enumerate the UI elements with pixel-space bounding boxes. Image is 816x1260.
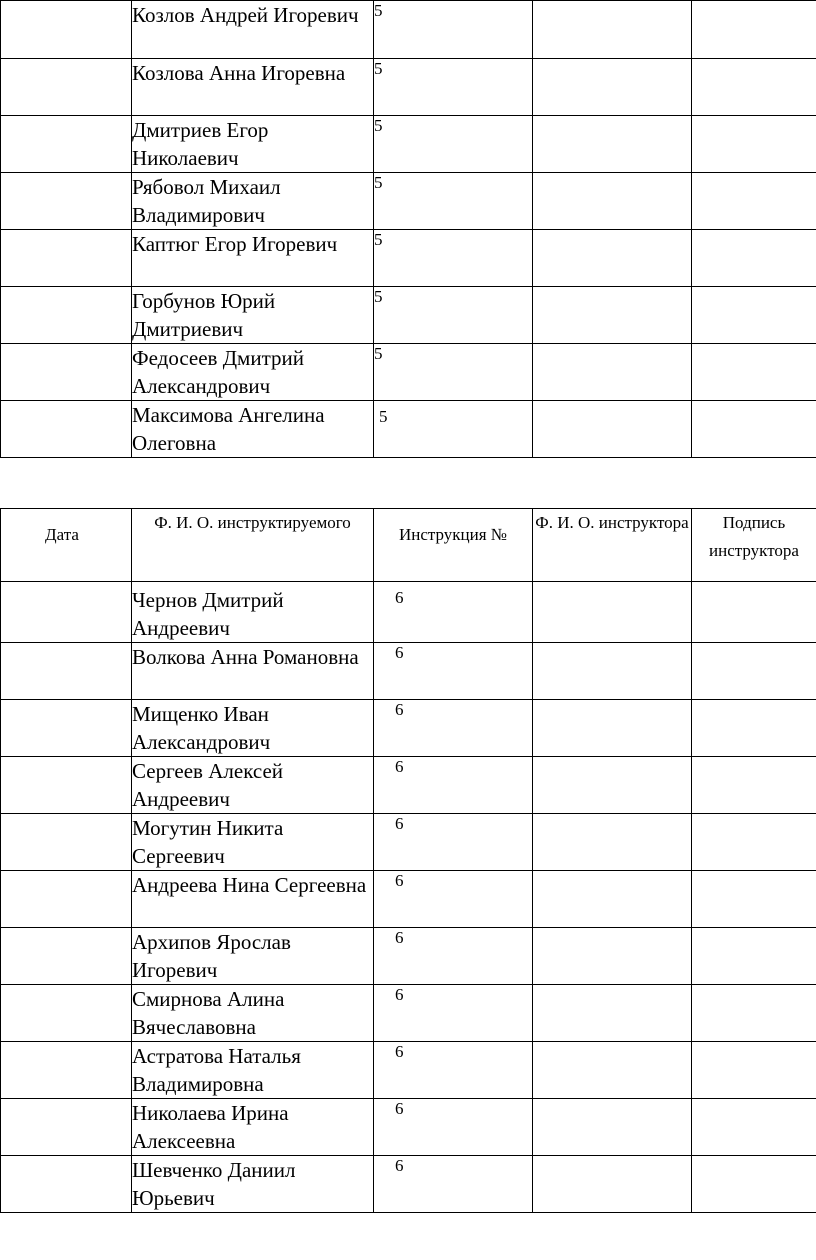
instruction-number: 5 xyxy=(374,116,533,173)
header-instructor: Ф. И. О. инструктора xyxy=(533,509,692,582)
signature-cell xyxy=(692,643,816,700)
table-row xyxy=(1,700,816,757)
instructor-cell xyxy=(533,814,692,871)
trainee-name: Астратова Наталья Владимировна xyxy=(132,1042,374,1099)
instructor-cell xyxy=(533,1,692,59)
instructor-cell xyxy=(533,582,692,643)
table-row xyxy=(1,643,816,700)
instructor-cell xyxy=(533,985,692,1042)
date-cell xyxy=(1,643,132,700)
instruction-number: 6 xyxy=(374,1099,533,1156)
table-row xyxy=(1,1099,816,1156)
table-header-row xyxy=(1,509,816,582)
date-cell xyxy=(1,59,132,116)
trainee-name: Максимова Ангелина Олеговна xyxy=(132,401,374,458)
table-row xyxy=(1,116,816,173)
signature-cell xyxy=(692,871,816,928)
date-cell xyxy=(1,173,132,230)
header-instruction-number: Инструкция № xyxy=(374,509,533,582)
date-cell xyxy=(1,1156,132,1213)
table-row xyxy=(1,871,816,928)
date-cell xyxy=(1,1099,132,1156)
signature-cell xyxy=(692,173,816,230)
date-cell xyxy=(1,230,132,287)
instructor-cell xyxy=(533,700,692,757)
signature-cell xyxy=(692,59,816,116)
trainee-name: Шевченко Даниил Юрьевич xyxy=(132,1156,374,1213)
instructor-cell xyxy=(533,871,692,928)
instructor-cell xyxy=(533,287,692,344)
table-row xyxy=(1,1156,816,1213)
signature-cell xyxy=(692,287,816,344)
instruction-number: 5 xyxy=(374,287,533,344)
signature-cell xyxy=(692,814,816,871)
date-cell xyxy=(1,871,132,928)
signature-cell xyxy=(692,1,816,59)
header-signature: Подпись инструктора xyxy=(692,509,816,582)
instructor-cell xyxy=(533,344,692,401)
signature-cell xyxy=(692,928,816,985)
table-row xyxy=(1,1042,816,1099)
table-row xyxy=(1,814,816,871)
date-cell xyxy=(1,757,132,814)
instructor-cell xyxy=(533,173,692,230)
signature-cell xyxy=(692,344,816,401)
date-cell xyxy=(1,582,132,643)
trainee-name: Сергеев Алексей Андреевич xyxy=(132,757,374,814)
briefing-log-table-continued xyxy=(0,0,816,458)
signature-cell xyxy=(692,985,816,1042)
table-row xyxy=(1,985,816,1042)
signature-cell xyxy=(692,700,816,757)
table-row xyxy=(1,582,816,643)
trainee-name: Николаева Ирина Алексеевна xyxy=(132,1099,374,1156)
signature-cell xyxy=(692,1156,816,1213)
date-cell xyxy=(1,344,132,401)
instructor-cell xyxy=(533,59,692,116)
trainee-name: Рябовол Михаил Владимирович xyxy=(132,173,374,230)
instruction-number: 5 xyxy=(374,59,533,116)
instruction-number: 5 xyxy=(374,401,533,458)
table-row xyxy=(1,344,816,401)
instruction-number: 5 xyxy=(374,230,533,287)
signature-cell xyxy=(692,582,816,643)
instruction-number: 6 xyxy=(374,814,533,871)
instruction-number: 6 xyxy=(374,643,533,700)
trainee-name: Андреева Нина Сергеевна xyxy=(132,871,374,928)
signature-cell xyxy=(692,230,816,287)
instruction-number: 6 xyxy=(374,757,533,814)
signature-cell xyxy=(692,401,816,458)
date-cell xyxy=(1,928,132,985)
instruction-number: 6 xyxy=(374,582,533,643)
date-cell xyxy=(1,814,132,871)
instruction-number: 6 xyxy=(374,985,533,1042)
trainee-name: Дмитриев Егор Николаевич xyxy=(132,116,374,173)
briefing-log-table xyxy=(0,508,816,1213)
instruction-number: 6 xyxy=(374,1156,533,1213)
table-row xyxy=(1,1,816,59)
instruction-number: 5 xyxy=(374,1,533,59)
table-row xyxy=(1,230,816,287)
instructor-cell xyxy=(533,116,692,173)
instructor-cell xyxy=(533,401,692,458)
trainee-name: Каптюг Егор Игоревич xyxy=(132,230,374,287)
instructor-cell xyxy=(533,757,692,814)
signature-cell xyxy=(692,757,816,814)
table-row xyxy=(1,59,816,116)
instructor-cell xyxy=(533,1042,692,1099)
date-cell xyxy=(1,1042,132,1099)
instruction-number: 6 xyxy=(374,928,533,985)
trainee-name: Чернов Дмитрий Андреевич xyxy=(132,582,374,643)
instruction-number: 5 xyxy=(374,344,533,401)
signature-cell xyxy=(692,1042,816,1099)
signature-cell xyxy=(692,116,816,173)
instructor-cell xyxy=(533,643,692,700)
instructor-cell xyxy=(533,1156,692,1213)
signature-cell xyxy=(692,1099,816,1156)
trainee-name: Козлов Андрей Игоревич xyxy=(132,1,374,59)
date-cell xyxy=(1,401,132,458)
date-cell xyxy=(1,700,132,757)
trainee-name: Козлова Анна Игоревна xyxy=(132,59,374,116)
instruction-number: 6 xyxy=(374,871,533,928)
trainee-name: Горбунов Юрий Дмитриевич xyxy=(132,287,374,344)
table-row xyxy=(1,401,816,458)
header-date: Дата xyxy=(1,509,132,582)
table-row xyxy=(1,287,816,344)
instructor-cell xyxy=(533,230,692,287)
trainee-name: Архипов Ярослав Игоревич xyxy=(132,928,374,985)
trainee-name: Смирнова Алина Вячеславовна xyxy=(132,985,374,1042)
date-cell xyxy=(1,1,132,59)
header-trainee: Ф. И. О. инструктируемого xyxy=(132,509,374,582)
instruction-number: 6 xyxy=(374,700,533,757)
instruction-number: 5 xyxy=(374,173,533,230)
trainee-name: Могутин Никита Сергеевич xyxy=(132,814,374,871)
date-cell xyxy=(1,287,132,344)
trainee-name: Волкова Анна Романовна xyxy=(132,643,374,700)
date-cell xyxy=(1,116,132,173)
table-row xyxy=(1,757,816,814)
table-row xyxy=(1,173,816,230)
table-row xyxy=(1,928,816,985)
date-cell xyxy=(1,985,132,1042)
trainee-name: Мищенко Иван Александрович xyxy=(132,700,374,757)
instruction-number: 6 xyxy=(374,1042,533,1099)
instructor-cell xyxy=(533,928,692,985)
instructor-cell xyxy=(533,1099,692,1156)
trainee-name: Федосеев Дмитрий Александрович xyxy=(132,344,374,401)
